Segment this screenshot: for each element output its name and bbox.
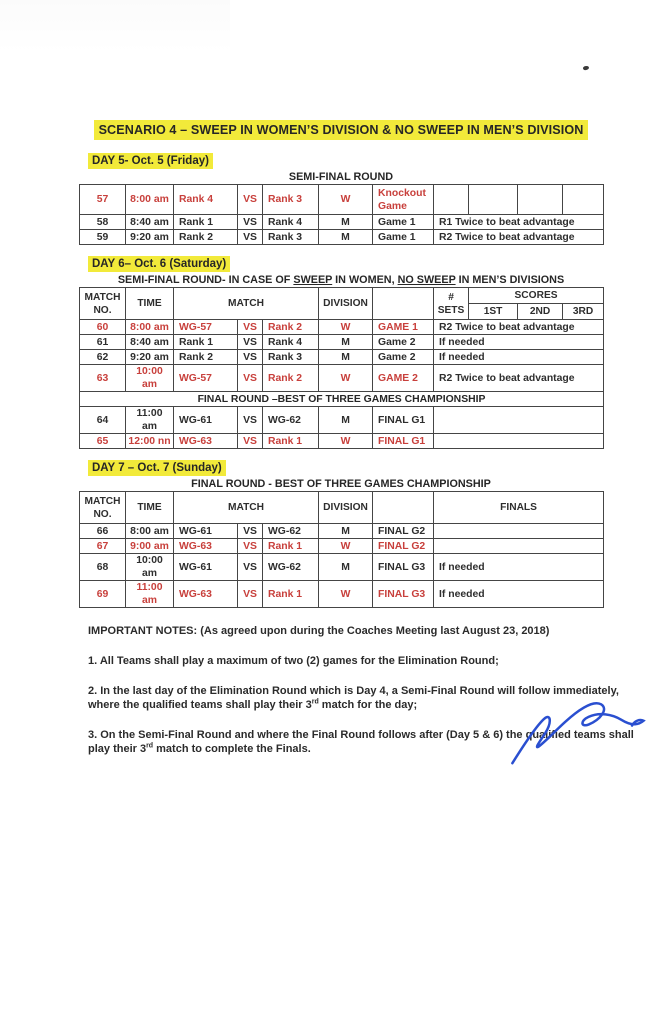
header-division: DIVISION: [319, 492, 373, 524]
note-item-2: 2. In the last day of the Elimination Round which is Day 4, a Semi-Final Round will follow immediately, where the qualified teams shall play their 3rd match for the day;: [88, 685, 619, 711]
header-time: TIME: [126, 288, 174, 320]
cell-vs: VS: [238, 320, 263, 335]
cell-team2: Rank 3: [263, 185, 319, 215]
cell-game: GAME 2: [373, 365, 434, 392]
cell-note: If needed: [434, 581, 604, 608]
header-score-2nd: 2ND: [518, 304, 563, 320]
cell-team1: WG-61: [174, 554, 238, 581]
match-row: [80, 539, 604, 554]
cell-note: If needed: [434, 350, 604, 365]
cell-vs: VS: [238, 524, 263, 539]
match-row: [80, 230, 604, 245]
cell-game: FINAL G2: [373, 524, 434, 539]
cell-time: 9:20 am: [126, 350, 174, 365]
cell-time: 11:00 am: [126, 407, 174, 434]
cell-match-no: 66: [80, 524, 126, 539]
cell-time: 8:00 am: [126, 524, 174, 539]
cell-game: FINAL G2: [373, 539, 434, 554]
header-division: DIVISION: [319, 288, 373, 320]
cell-team1: WG-63: [174, 539, 238, 554]
cell-team2: Rank 3: [263, 230, 319, 245]
cell-team2: Rank 4: [263, 215, 319, 230]
cell-team1: WG-63: [174, 581, 238, 608]
day6-table: [79, 287, 604, 449]
cell-match-no: 68: [80, 554, 126, 581]
notes-heading: IMPORTANT NOTES: (As agreed upon during the Coaches Meeting last August 23, 2018): [88, 625, 550, 637]
cell-time: 8:40 am: [126, 335, 174, 350]
cell-team2: Rank 2: [263, 320, 319, 335]
cell-note: R2 Twice to beat advantage: [434, 365, 604, 392]
cell-team2: Rank 3: [263, 350, 319, 365]
cell-team2: Rank 1: [263, 539, 319, 554]
cell-time: 8:40 am: [126, 215, 174, 230]
cell-game: Game 1: [373, 230, 434, 245]
match-row: [80, 407, 604, 434]
cell-game: FINAL G3: [373, 581, 434, 608]
day6-label: DAY 6– Oct. 6 (Saturday): [88, 256, 230, 272]
cell-note: R2 Twice to beat advantage: [434, 230, 604, 245]
cell-game: FINAL G1: [373, 407, 434, 434]
cell-match-no: 57: [80, 185, 126, 215]
cell-division: W: [319, 581, 373, 608]
final-round-banner: FINAL ROUND –BEST OF THREE GAMES CHAMPIONSHIP: [80, 392, 604, 407]
cell-vs: VS: [238, 407, 263, 434]
cell-division: W: [319, 434, 373, 449]
header-match-no: MATCH NO.: [80, 492, 126, 524]
cell-team1: Rank 2: [174, 350, 238, 365]
match-row: [80, 320, 604, 335]
header-time: TIME: [126, 492, 174, 524]
empty-score-cell: [563, 185, 604, 215]
cell-note: [434, 407, 604, 434]
cell-note: R1 Twice to beat advantage: [434, 215, 604, 230]
header-score-3rd: 3RD: [563, 304, 604, 320]
cell-game: FINAL G3: [373, 554, 434, 581]
day6-section: [79, 254, 603, 449]
match-row: [80, 524, 604, 539]
cell-team1: WG-57: [174, 365, 238, 392]
day5-table: [79, 184, 604, 245]
header-blank: [373, 492, 434, 524]
day6-round-title: SEMI-FINAL ROUND- IN CASE OF SWEEP IN WOMEN, NO SWEEP IN MEN’S DIVISIONS: [117, 274, 565, 286]
header-blank: [373, 288, 434, 320]
cell-time: 10:00 am: [126, 365, 174, 392]
match-row: [80, 335, 604, 350]
header-match-no: MATCH NO.: [80, 288, 126, 320]
header-scores: SCORES: [469, 288, 604, 304]
cell-team2: Rank 1: [263, 434, 319, 449]
match-row: [80, 185, 604, 215]
cell-team2: WG-62: [263, 524, 319, 539]
cell-time: 9:20 am: [126, 230, 174, 245]
header-score-1st: 1ST: [469, 304, 518, 320]
cell-division: M: [319, 554, 373, 581]
cell-vs: VS: [238, 215, 263, 230]
cell-time: 8:00 am: [126, 320, 174, 335]
day7-section: [79, 458, 603, 608]
cell-team2: WG-62: [263, 554, 319, 581]
cell-note: [434, 539, 604, 554]
cell-game: FINAL G1: [373, 434, 434, 449]
cell-game: Game 2: [373, 335, 434, 350]
cell-vs: VS: [238, 350, 263, 365]
day5-round-title: SEMI-FINAL ROUND: [288, 171, 394, 183]
header-sets: # SETS: [434, 288, 469, 320]
cell-division: M: [319, 524, 373, 539]
header-match: MATCH: [174, 492, 319, 524]
cell-division: M: [319, 230, 373, 245]
cell-vs: VS: [238, 335, 263, 350]
cell-time: 12:00 nn: [126, 434, 174, 449]
cell-team1: WG-57: [174, 320, 238, 335]
match-row: [80, 581, 604, 608]
cell-vs: VS: [238, 581, 263, 608]
signature-ink: [503, 686, 651, 768]
cell-time: 11:00 am: [126, 581, 174, 608]
day7-round-title: FINAL ROUND - BEST OF THREE GAMES CHAMPIONSHIP: [191, 478, 491, 490]
cell-division: W: [319, 539, 373, 554]
cell-note: R2 Twice to beat advantage: [434, 320, 604, 335]
cell-division: M: [319, 335, 373, 350]
cell-match-no: 62: [80, 350, 126, 365]
cell-time: 8:00 am: [126, 185, 174, 215]
cell-game: Game 1: [373, 215, 434, 230]
cell-vs: VS: [238, 230, 263, 245]
title-row: [79, 0, 603, 140]
header-finals: FINALS: [434, 492, 604, 524]
cell-vs: VS: [238, 554, 263, 581]
cell-match-no: 61: [80, 335, 126, 350]
match-row: [80, 392, 604, 407]
note-item-3: 3. On the Semi-Final Round and where the Final Round follows after (Day 5 & 6) the qualified teams shall play their 3rd match to complete the Finals.: [88, 729, 634, 755]
empty-score-cell: [518, 185, 563, 215]
cell-note: [434, 524, 604, 539]
cell-match-no: 67: [80, 539, 126, 554]
day7-label: DAY 7 – Oct. 7 (Sunday): [88, 460, 226, 476]
match-row: [80, 434, 604, 449]
document-page: [79, 0, 634, 772]
cell-match-no: 58: [80, 215, 126, 230]
cell-vs: VS: [238, 434, 263, 449]
cell-team1: Rank 1: [174, 215, 238, 230]
cell-team1: WG-61: [174, 407, 238, 434]
cell-match-no: 64: [80, 407, 126, 434]
day7-table: [79, 491, 604, 608]
cell-team2: Rank 1: [263, 581, 319, 608]
cell-game: Knockout Game: [373, 185, 434, 215]
cell-division: W: [319, 365, 373, 392]
note-item-1: 1. All Teams shall play a maximum of two (2) games for the Elimination Round;: [88, 655, 499, 667]
cell-division: M: [319, 215, 373, 230]
cell-match-no: 63: [80, 365, 126, 392]
header-match: MATCH: [174, 288, 319, 320]
cell-vs: VS: [238, 365, 263, 392]
day5-label: DAY 5- Oct. 5 (Friday): [88, 153, 213, 169]
cell-vs: VS: [238, 539, 263, 554]
cell-team2: WG-62: [263, 407, 319, 434]
cell-note: If needed: [434, 554, 604, 581]
cell-team2: Rank 2: [263, 365, 319, 392]
cell-division: W: [319, 185, 373, 215]
cell-division: M: [319, 350, 373, 365]
match-row: [80, 215, 604, 230]
match-row: [80, 350, 604, 365]
cell-division: M: [319, 407, 373, 434]
cell-team1: WG-61: [174, 524, 238, 539]
cell-division: W: [319, 320, 373, 335]
cell-game: Game 2: [373, 350, 434, 365]
cell-match-no: 69: [80, 581, 126, 608]
cell-match-no: 60: [80, 320, 126, 335]
empty-score-cell: [469, 185, 518, 215]
cell-team1: Rank 1: [174, 335, 238, 350]
page-title: SCENARIO 4 – SWEEP IN WOMEN’S DIVISION & NO SWEEP IN MEN’S DIVISION: [94, 120, 589, 140]
cell-time: 9:00 am: [126, 539, 174, 554]
cell-game: GAME 1: [373, 320, 434, 335]
cell-vs: VS: [238, 185, 263, 215]
cell-note: If needed: [434, 335, 604, 350]
cell-note: [434, 434, 604, 449]
match-row: [80, 554, 604, 581]
cell-time: 10:00 am: [126, 554, 174, 581]
day5-section: [79, 151, 603, 245]
cell-team2: Rank 4: [263, 335, 319, 350]
cell-match-no: 65: [80, 434, 126, 449]
match-row: [80, 365, 604, 392]
empty-score-cell: [434, 185, 469, 215]
cell-team1: Rank 4: [174, 185, 238, 215]
cell-team1: WG-63: [174, 434, 238, 449]
cell-team1: Rank 2: [174, 230, 238, 245]
cell-match-no: 59: [80, 230, 126, 245]
